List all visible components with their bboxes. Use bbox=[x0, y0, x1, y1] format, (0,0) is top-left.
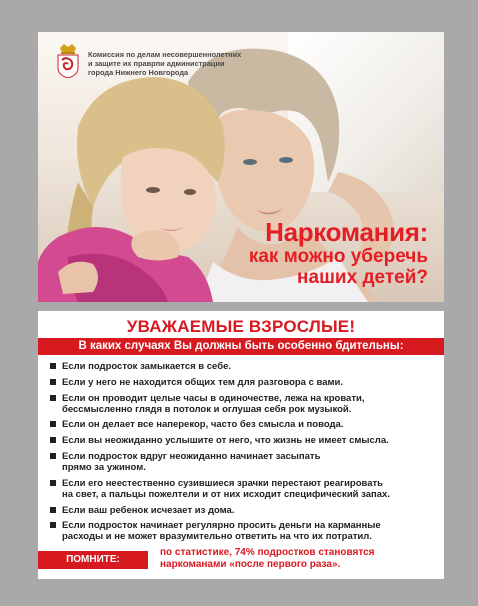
list-item-line: Если ваш ребенок исчезает из дома. bbox=[62, 504, 235, 516]
list-item bbox=[50, 478, 435, 500]
organization-line-3: города Нижнего Новгорода bbox=[88, 68, 189, 77]
list-item bbox=[50, 377, 435, 388]
list-item bbox=[50, 393, 435, 415]
list-item-line: расходы и не может вразумительно ответить на что их потратил. bbox=[62, 531, 372, 543]
list-item-line: прямо за ужином. bbox=[62, 461, 146, 473]
section-title: УВАЖАЕМЫЕ ВЗРОСЛЫЕ! bbox=[126, 317, 356, 336]
organization-line-1: Комиссия по делам несовершеннолетних bbox=[88, 50, 242, 59]
poster-bottom-card bbox=[38, 311, 444, 579]
organization-name bbox=[88, 50, 288, 77]
list-item-line: Если он проводит целые часы в одиночестве, лежа на кровати, bbox=[62, 392, 365, 404]
remember-line-1: по статистике, 74% подростков становятся bbox=[160, 547, 375, 558]
list-item-line: Если он делает все наперекор, часто без смысла и повода. bbox=[62, 419, 344, 431]
list-item bbox=[50, 361, 435, 372]
list-item-line: бессмысленно глядя в потолок и оглушая себя рок музыкой. bbox=[62, 403, 352, 415]
list-item-line: Если подросток начинает регулярно просить деньги на карманные bbox=[62, 520, 381, 532]
square-bullet-icon bbox=[50, 421, 56, 427]
square-bullet-icon bbox=[50, 363, 56, 369]
square-bullet-icon bbox=[50, 453, 56, 459]
square-bullet-icon bbox=[50, 395, 56, 401]
list-item-line: Если вы неожиданно услышите от него, что жизнь не имеет смысла. bbox=[62, 435, 389, 447]
list-item bbox=[50, 451, 435, 473]
list-item-line: Если подросток вдруг неожиданно начинает засыпать bbox=[62, 450, 321, 462]
list-item bbox=[50, 520, 435, 542]
square-bullet-icon bbox=[50, 379, 56, 385]
section-banner: В каких случаях Вы должны быть особенно бдительны: bbox=[38, 338, 444, 355]
list-item-line: Если его неестественно сузившиеся зрачки перестают реагировать bbox=[62, 477, 384, 489]
list-item bbox=[50, 505, 435, 516]
list-item bbox=[50, 419, 435, 430]
remember-statement bbox=[160, 547, 440, 571]
headline-title: Наркомания: bbox=[265, 217, 428, 247]
list-item-line: на свет, а пальцы пожелтели и от них исходит специфический запах. bbox=[62, 488, 390, 500]
headline-subtitle-line-2: наших детей? bbox=[297, 267, 428, 288]
poster-top-card bbox=[38, 32, 444, 302]
organization-line-2: и защите их праврпи администрации bbox=[88, 59, 225, 68]
list-item bbox=[50, 435, 435, 446]
list-item-line: Если у него не находится общих тем для разговора с вами. bbox=[62, 376, 344, 388]
square-bullet-icon bbox=[50, 437, 56, 443]
headline bbox=[249, 218, 428, 288]
nizhny-novgorod-coat-of-arms-icon bbox=[56, 44, 80, 78]
headline-subtitle-line-1: как можно уберечь bbox=[248, 246, 428, 267]
square-bullet-icon bbox=[50, 522, 56, 528]
remember-line-2: наркоманами «после первого раза». bbox=[160, 559, 341, 570]
list-item-line: Если подросток замыкается в себе. bbox=[62, 361, 231, 372]
square-bullet-icon bbox=[50, 480, 56, 486]
remember-label: ПОМНИТЕ: bbox=[38, 551, 148, 569]
warning-signs-list bbox=[50, 361, 435, 547]
square-bullet-icon bbox=[50, 507, 56, 513]
